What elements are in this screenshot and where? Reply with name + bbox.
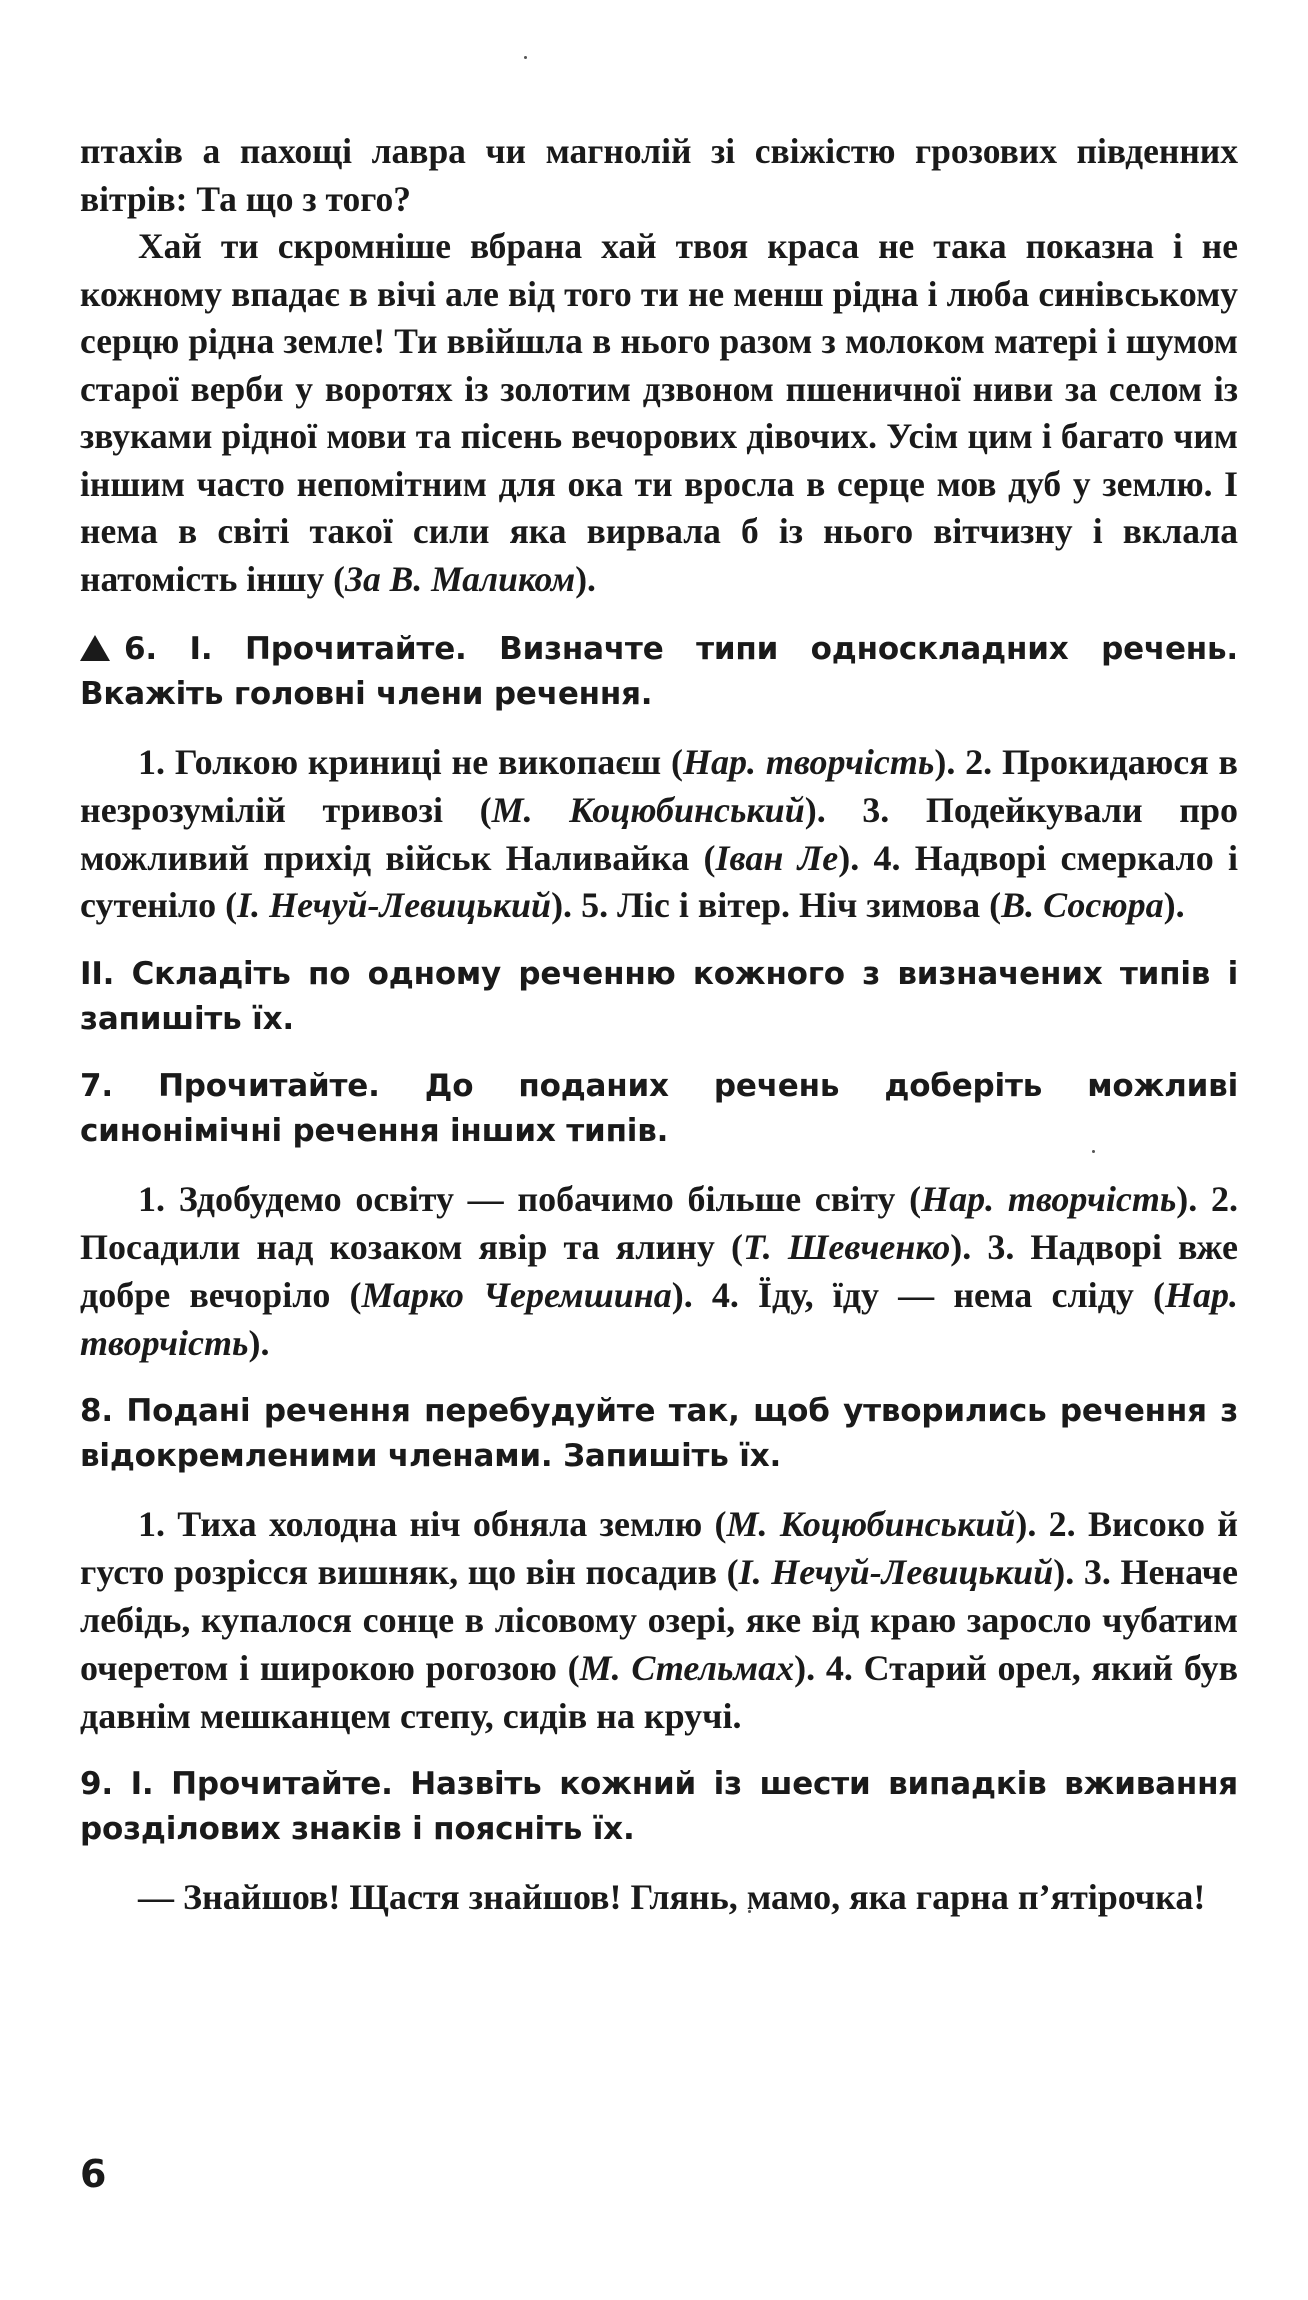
page-number: 6 [80,2152,107,2196]
sentence: 2. Прокидаюся в незрозумілій тривозі ( [80,742,1238,830]
punctuation: ). [804,789,826,830]
task-instruction: Прочитайте. Визначте типи односкладних речень. Вкажіть головні члени речення. [80,631,1239,712]
source-attribution: В. Сосюра [1001,885,1164,926]
task-6-instruction [80,627,1238,717]
source-attribution: Нар. творчість [80,1274,1239,1363]
paragraph-native-land [80,223,1238,603]
task-number: 7. [80,1068,113,1105]
sentence: 3. Надворі вже добре вечоріло ( [80,1226,1238,1315]
triangle-marker-icon [80,635,110,661]
task-instruction: II. Складіть по одному реченню кожного з визначених типів і запишіть їх. [80,956,1238,1038]
task-number: 6. І. [124,631,213,667]
paragraph-continuation [80,128,1238,223]
punctuation: ). [1015,1504,1037,1545]
task-9-quote [80,1874,1238,1922]
source-attribution: За В. Маликом [344,558,576,599]
punctuation: ). [1176,1179,1198,1220]
source-attribution: М. Стельмах [579,1647,795,1688]
source-attribution: І. Нечуй-Левицький [237,885,552,926]
task-instruction: Подані речення перебудуйте так, щоб утворились речення з відокремленими членами. Запишіть їх. [80,1393,1239,1475]
sentence: 5. Ліс і вітер. Ніч зимова ( [572,885,1002,926]
sentence: 1. Тиха холодна ніч обняла землю ( [138,1504,727,1545]
paragraph-text: Хай ти скромніше вбрана хай твоя краса не така показна і не кожному впадає в вічі але від того ти не менш рідна і люба синівському серцю рідна земле! Ти ввійшла в нього разом з молоком матері і шумом старої верби у воротях із золотим дзвоном пшеничної ниви за селом із звуками рідної мови та пісень вечорових дівочих. Усім цим і багато чим іншим часто непомітним для ока ти вросла в серце мов дуб у землю. І нема в світі такої сили яка вирвала б із нього вітчизну і вклала натомість іншу ( [80,226,1238,599]
source-attribution: Іван Ле [715,837,839,878]
source-attribution: М. Коцюбинський [726,1504,1016,1545]
source-attribution: М. Коцюбинський [491,789,805,830]
punctuation: ). [1053,1552,1075,1593]
paragraph-text: птахів а пахощі лавра чи магнолій зі свіжістю грозових південних вітрів: Та що з того? [80,131,1238,219]
sentence: 4. Надворі смеркало і сутеніло ( [80,837,1238,926]
task-6-sentences [80,739,1238,930]
source-attribution: І. Нечуй-Левицький [738,1552,1054,1593]
punctuation: ). [794,1647,816,1688]
punctuation: ). [950,1226,972,1267]
sentence: 1. Голкою криниці не викопаєш ( [138,742,684,782]
task-7-instruction [80,1064,1238,1154]
sentence: 1. Здобудемо освіту — побачимо більше світу ( [138,1179,922,1220]
punctuation: ). [248,1322,270,1363]
punctuation: ). [551,885,573,926]
dialogue-line: — Знайшов! Щастя знайшов! Глянь, мамо, яка гарна п’ятірочка! [138,1877,1206,1918]
task-instruction: Прочитайте. До поданих речень доберіть можливі синонімічні речення інших типів. [80,1068,1239,1150]
task-instruction: І. Прочитайте. Назвіть кожний із шести випадків вживання розділових знаків і поясніть їх. [80,1766,1238,1848]
source-attribution: Т. Шевченко [743,1226,951,1267]
source-attribution: Марко Черемшина [361,1274,672,1315]
punctuation: ). [1163,885,1185,926]
task-8-instruction [80,1389,1238,1479]
sentence: 3. Неначе лебідь, купалося сонце в лісовому озері, яке від краю заросло чубатим очеретом і широкою рогозою ( [80,1552,1239,1688]
task-9-instruction [80,1762,1238,1852]
source-attribution: Нар. творчість [683,742,935,782]
task-number: 9. [80,1766,113,1803]
text-column [80,128,1238,1922]
punctuation: ). [934,742,956,782]
task-6-part-2 [80,952,1238,1042]
punctuation: ). [671,1274,693,1315]
sentence: 2. Посадили над козаком явір та ялину ( [80,1179,1239,1267]
scan-speck [524,56,527,59]
task-8-sentences [80,1501,1238,1740]
punctuation: ). [838,837,860,878]
task-number: 8. [80,1393,113,1430]
sentence: 2. Високо й густо розрісся вишняк, що він посадив ( [80,1504,1238,1593]
sentence: 4. Їду, їду — нема сліду ( [692,1274,1165,1315]
sentence: 4. Старий орел, який був давнім мешканцем степу, сидів на кручі. [80,1647,1239,1736]
punctuation: ). [575,558,596,599]
task-7-sentences [80,1176,1238,1367]
source-attribution: Нар. творчість [921,1179,1177,1220]
sentence: 3. Подейкували про можливий прихід військ Наливайка ( [80,789,1238,878]
